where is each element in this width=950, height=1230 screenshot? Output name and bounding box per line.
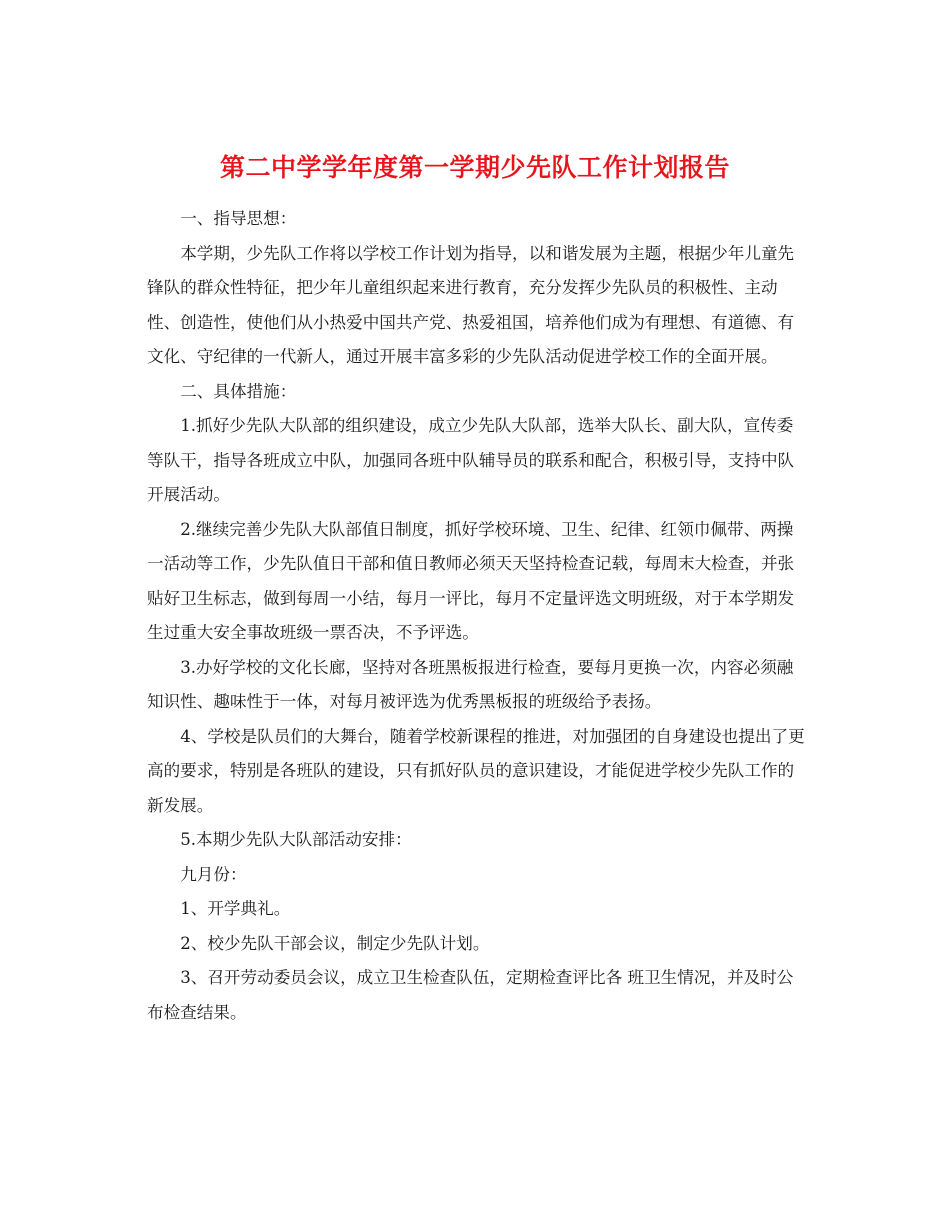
measure-item-5: 5.本期少先队大队部活动安排： (180, 830, 412, 849)
measure-item-1: 1.抓好少先队大队部的组织建设，成立少先队大队部，选举大队长、副大队，宣传委等队干，指导各班成立中队，加强同各班中队辅导员的联系和配合，积极引导，支持中队开展活动。 (147, 416, 795, 504)
activity-item-1: 1、开学典礼。 (180, 899, 291, 918)
paragraph-guiding-ideology: 本学期，少先队工作将以学校工作计划为指导，以和谐发展为主题，根据少年儿童先锋队的群众性特征，把少年儿童组织起来进行教育，充分发挥少先队员的积极性、主动性、创造性，使他们从小热爱中国共产党、热爱祖国，培养他们成为有理想、有道德、有文化、守纪律的一代新人，通过开展丰富多彩的少先队活动促进学校工作的全面开展。 (147, 243, 795, 366)
document-body (147, 202, 807, 1030)
activity-item-3: 3、召开劳动委员会议，成立卫生检查队伍，定期检查评比各 班卫生情况，并及时公布检查结果。 (147, 968, 794, 1022)
section-heading-specific-measures: 二、具体措施： (180, 381, 297, 401)
measure-item-4: 4、学校是队员们的大舞台，随着学校新课程的推进，对加强团的自身建设也提出了更高的要求，特别是各班队的建设，只有抓好队员的意识建设，才能促进学校少先队工作的新发展。 (147, 726, 805, 815)
measure-item-2: 2.继续完善少先队大队部值日制度，抓好学校环境、卫生、纪律、红领巾佩带、两操一活动等工作，少先队值日干部和值日教师必须天天坚持检查记载，每周末大检查，并张贴好卫生标志，做到每周一小结，每月一评比，每月不定量评选文明班级，对于本学期发生过重大安全事故班级一票否决，不予评选。 (147, 519, 795, 642)
document-title: 第二中学学年度第一学期少先队工作计划报告 (219, 152, 730, 182)
activity-item-2: 2、校少先队干部会议，制定少先队计划。 (180, 933, 490, 953)
section-heading-guiding-ideology: 一、指导思想： (180, 209, 297, 228)
measure-item-3: 3.办好学校的文化长廊，坚持对各班黑板报进行检查，要每月更换一次，内容必须融知识性、趣味性于一体，对每月被评选为优秀黑板报的班级给予表扬。 (147, 657, 794, 711)
month-heading-september: 九月份： (180, 864, 247, 884)
